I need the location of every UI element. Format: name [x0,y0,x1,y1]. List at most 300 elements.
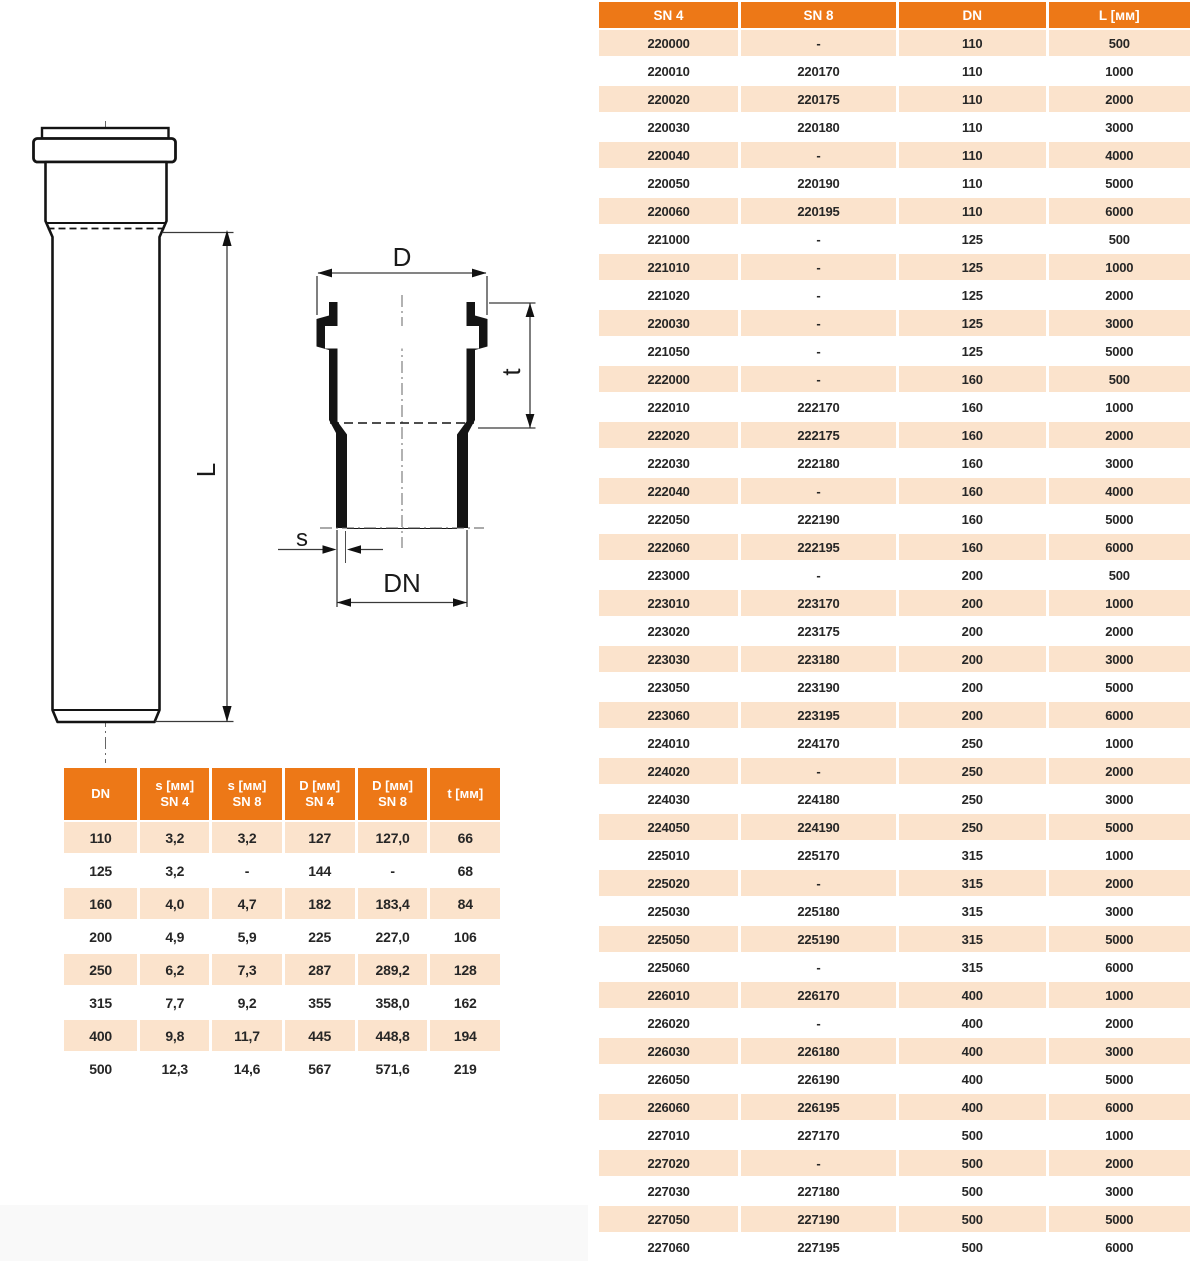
table-cell: 400 [899,982,1046,1008]
table-cell: 160 [961,511,983,527]
table-cell: 68 [457,862,473,879]
dimension-L-label: L [191,462,221,478]
table-cell: 225050 [599,926,738,952]
table-cell: 500 [961,1183,983,1199]
table-cell: 4,9 [165,928,185,945]
table-cell: - [741,478,896,504]
footer-strip [0,1205,588,1261]
table-row [599,926,1190,952]
table-cell: 221050 [647,343,690,359]
table-cell: 250 [64,954,137,985]
table-row [599,534,1190,560]
table-cell: 225020 [599,870,738,896]
table-cell: 222180 [797,455,840,471]
table-cell: 127 [285,822,355,853]
table-cell: 110 [64,822,137,853]
table-row [599,1206,1190,1232]
table-cell: 160 [961,399,983,415]
table-cell: 225030 [647,903,690,919]
table-cell: 227195 [797,1239,840,1255]
table-cell: 315 [961,959,983,975]
table-cell: 220020 [599,86,738,112]
dimension-t-arrow-down [526,414,535,428]
table-cell: - [741,1150,896,1176]
article-length-table [596,0,1193,1261]
table-row [599,982,1190,1008]
dimension-table-header-t: t [мм] [430,768,500,820]
dimension-table-header-d-sn8: D [мм] SN 8 [358,768,428,820]
table-cell: 5000 [1049,926,1190,952]
table-row [64,921,500,952]
table-cell: 144 [308,862,332,879]
table-cell: 223050 [647,679,690,695]
table-cell: 289,2 [358,954,428,985]
table-row [64,954,500,985]
dimension-DN-label: DN [383,568,421,598]
table-cell: 225060 [647,959,690,975]
table-cell: 500 [961,1239,983,1255]
dimension-table-header-dn: DN [64,768,137,820]
table-row [599,86,1190,112]
table-cell: 4,0 [140,888,209,919]
table-cell: 3000 [1105,791,1134,807]
pipe-socket-rim [34,139,176,163]
table-cell: 223195 [741,702,896,728]
table-row [599,870,1190,896]
table-cell: 222050 [647,511,690,527]
table-cell: 2000 [1105,1015,1134,1031]
table-cell: 224020 [599,758,738,784]
table-cell: 226020 [647,1015,690,1031]
table-cell: 160 [899,534,1046,560]
table-cell: 500 [899,1150,1046,1176]
table-cell: 66 [430,822,500,853]
table-cell: 400 [961,1015,983,1031]
table-cell: 358,0 [375,994,410,1011]
table-cell: 3000 [1049,310,1190,336]
table-cell: 355 [308,994,332,1011]
dimension-table-header-row [64,768,500,820]
table-cell: - [816,1015,821,1031]
table-cell: 3000 [1105,903,1134,919]
table-cell: 3000 [1105,119,1134,135]
table-cell: 221000 [647,231,690,247]
table-cell: 225190 [741,926,896,952]
table-cell: 220190 [797,175,840,191]
table-cell: 223020 [647,623,690,639]
table-cell: 500 [1049,30,1190,56]
table-cell: 222040 [599,478,738,504]
table-cell: 219 [453,1060,477,1077]
table-cell: 6000 [1049,534,1190,560]
table-row [599,646,1190,672]
table-cell: 400 [899,1038,1046,1064]
table-cell: 1000 [1049,982,1190,1008]
table-cell: 200 [899,590,1046,616]
table-cell: - [741,30,896,56]
table-cell: 110 [899,142,1046,168]
table-row [599,450,1190,476]
dimension-DN-arrow-left [337,598,351,607]
table-cell: 448,8 [358,1020,428,1051]
table-cell: 1000 [1105,63,1134,79]
dimension-D-arrow-left [318,269,333,278]
table-row [599,786,1190,812]
table-cell: 200 [961,623,983,639]
table-cell: 400 [899,1094,1046,1120]
table-cell: - [741,870,896,896]
table-cell: 226170 [741,982,896,1008]
table-cell: 227010 [647,1127,690,1143]
table-cell: 4000 [1049,142,1190,168]
table-cell: 110 [962,175,983,191]
length-table-header-sn4: SN 4 [599,2,738,28]
table-cell: 400 [64,1020,137,1051]
table-cell: 222175 [741,422,896,448]
table-cell: 200 [961,567,983,583]
table-cell: 9,2 [237,994,257,1011]
table-row [64,822,500,853]
table-cell: 224170 [797,735,840,751]
table-cell: 5000 [1049,1206,1190,1232]
table-cell: 2000 [1105,623,1134,639]
table-cell: 1000 [1105,735,1134,751]
table-row [599,254,1190,280]
table-cell: 227020 [599,1150,738,1176]
table-cell: 125 [89,862,112,879]
table-cell: 6000 [1049,198,1190,224]
table-cell: 223060 [599,702,738,728]
table-cell: 110 [899,86,1046,112]
table-cell: 5000 [1105,1071,1134,1087]
pipe-side-view-drawing [30,115,240,770]
table-cell: 125 [961,287,983,303]
table-row [599,198,1190,224]
table-cell: 222010 [647,399,690,415]
table-cell: 125 [899,310,1046,336]
table-cell: - [816,959,821,975]
dimension-table [61,766,503,1086]
table-row [599,758,1190,784]
table-row [599,226,1190,252]
table-cell: 223190 [797,679,840,695]
table-cell: 9,8 [140,1020,209,1051]
table-row [599,1038,1190,1064]
table-cell: 5000 [1105,511,1134,527]
table-cell: 315 [961,903,983,919]
dimension-table-header-d-sn4: D [мм] SN 4 [285,768,355,820]
table-cell: 571,6 [375,1060,410,1077]
table-cell: 220175 [741,86,896,112]
table-cell: 315 [899,870,1046,896]
dimension-D [317,273,487,315]
table-cell: 162 [453,994,477,1011]
table-cell: 222170 [797,399,840,415]
table-row [599,814,1190,840]
table-cell: 3,2 [212,822,281,853]
table-cell: 110 [962,63,983,79]
table-cell: 3000 [1049,1038,1190,1064]
dimension-table-header-s-sn8: s [мм] SN 8 [212,768,281,820]
table-row [599,422,1190,448]
table-row [599,366,1190,392]
table-cell: 12,3 [161,1060,188,1077]
table-row [599,590,1190,616]
table-row [599,730,1190,756]
table-row [599,506,1190,532]
table-cell: 250 [899,758,1046,784]
table-cell: 160 [961,455,983,471]
table-cell: 227180 [797,1183,840,1199]
table-cell: 3,2 [140,822,209,853]
table-cell: 250 [961,791,983,807]
table-row [599,1234,1190,1260]
table-cell: 224180 [797,791,840,807]
table-row [64,1020,500,1051]
table-cell: 226010 [599,982,738,1008]
table-row [599,58,1190,84]
table-cell: 222195 [741,534,896,560]
dimension-s [278,531,383,563]
dimension-D-arrow-right [472,269,487,278]
table-row [599,170,1190,196]
table-cell: 6000 [1049,702,1190,728]
table-cell: 4000 [1049,478,1190,504]
table-row [599,842,1190,868]
table-cell: 14,6 [233,1060,261,1077]
table-cell: 160 [899,422,1046,448]
table-cell: 226195 [741,1094,896,1120]
table-cell: 220060 [599,198,738,224]
table-row [599,478,1190,504]
table-cell: 200 [89,928,112,945]
table-cell: 226060 [599,1094,738,1120]
table-cell: 125 [899,254,1046,280]
table-cell: 227030 [647,1183,690,1199]
table-cell: 160 [64,888,137,919]
table-cell: 223030 [599,646,738,672]
length-table-header-dn: DN [899,2,1046,28]
table-row [599,1066,1190,1092]
table-cell: - [741,310,896,336]
table-cell: 500 [1108,231,1130,247]
table-cell: 200 [899,702,1046,728]
table-row [599,30,1190,56]
table-row [599,310,1190,336]
dimension-s-label: s [296,525,308,552]
table-cell: 5000 [1105,175,1134,191]
table-cell: 1000 [1105,399,1134,415]
table-cell: 3000 [1105,1183,1134,1199]
table-cell: 227,0 [375,928,410,945]
table-cell: 223170 [741,590,896,616]
table-cell: - [816,231,821,247]
table-cell: 5,9 [237,928,257,945]
table-row [599,338,1190,364]
table-row [599,702,1190,728]
table-cell: 106 [453,928,477,945]
table-cell: 220030 [599,310,738,336]
table-cell: 315 [961,847,983,863]
table-cell: 200 [899,646,1046,672]
dimension-t-label: t [496,368,526,376]
dimension-table-header-s-sn4: s [мм] SN 4 [140,768,209,820]
dimension-s-arrow-right [323,545,337,554]
table-cell: 110 [899,30,1046,56]
table-cell: 6,2 [140,954,209,985]
table-cell: 315 [899,926,1046,952]
table-cell: 125 [961,231,983,247]
table-cell: - [741,758,896,784]
table-cell: 400 [961,1071,983,1087]
table-row [599,1122,1190,1148]
table-row [599,1178,1190,1204]
table-cell: 7,7 [165,994,185,1011]
table-cell: 127,0 [358,822,428,853]
article-length-table-header-row [599,2,1190,28]
table-cell: 220195 [741,198,896,224]
table-cell: 6000 [1105,1239,1134,1255]
table-cell: 250 [899,814,1046,840]
table-cell: - [741,366,896,392]
table-cell: 224050 [599,814,738,840]
table-cell: 224030 [647,791,690,807]
table-row [599,142,1190,168]
dimension-L-arrow-down [222,706,231,722]
table-cell: 128 [430,954,500,985]
table-cell: 160 [899,366,1046,392]
table-cell: 2000 [1049,758,1190,784]
socket-seal-groove [325,326,479,349]
table-cell: 220030 [647,119,690,135]
table-cell: 2000 [1049,86,1190,112]
length-table-header-sn8: SN 8 [741,2,896,28]
pipe-body-outline [46,162,167,722]
table-cell: 445 [285,1020,355,1051]
table-row [599,1010,1190,1036]
table-cell: 183,4 [358,888,428,919]
table-cell: 223010 [599,590,738,616]
table-cell: 220000 [599,30,738,56]
table-cell: - [816,567,821,583]
table-cell: 223175 [797,623,840,639]
dimension-table-body [64,822,500,1084]
table-row [599,898,1190,924]
table-cell: 315 [89,994,112,1011]
dimension-t-arrow-up [526,303,535,317]
table-row [599,1150,1190,1176]
table-cell: 1000 [1105,1127,1134,1143]
table-cell: - [741,254,896,280]
table-cell: 500 [899,1206,1046,1232]
table-cell: 227050 [599,1206,738,1232]
table-cell: 6000 [1049,1094,1190,1120]
table-cell: 221020 [647,287,690,303]
pipe-socket-lip [42,128,169,139]
table-cell: 3,2 [165,862,185,879]
table-cell: 220050 [647,175,690,191]
table-cell: 2000 [1105,287,1134,303]
table-cell: 6000 [1105,959,1134,975]
table-cell: 160 [899,478,1046,504]
dimension-D-label: D [392,245,412,272]
table-cell: 5000 [1049,814,1190,840]
dimension-DN-arrow-right [453,598,467,607]
table-row [64,1053,500,1084]
table-cell: - [741,142,896,168]
table-cell: 225180 [797,903,840,919]
table-row [599,618,1190,644]
table-cell: 220180 [797,119,840,135]
table-cell: 500 [961,1127,983,1143]
table-row [599,674,1190,700]
table-cell: 222030 [647,455,690,471]
table-cell: 226190 [797,1071,840,1087]
table-cell: 224190 [741,814,896,840]
table-cell: 1000 [1049,590,1190,616]
table-cell: 110 [962,119,983,135]
table-cell: 250 [961,735,983,751]
table-cell: 224010 [647,735,690,751]
dimension-s-arrow-left [347,545,361,554]
table-cell: 221010 [599,254,738,280]
table-row [64,987,500,1018]
table-row [599,1094,1190,1120]
table-cell: 11,7 [212,1020,281,1051]
table-row [64,855,500,886]
table-cell: 84 [430,888,500,919]
table-cell: 5000 [1105,343,1134,359]
table-cell: 182 [285,888,355,919]
table-cell: - [816,287,821,303]
table-cell: 225170 [797,847,840,863]
table-cell: 220170 [797,63,840,79]
table-cell: 500 [1049,366,1190,392]
table-cell: 220040 [599,142,738,168]
table-row [64,888,500,919]
table-row [599,114,1190,140]
table-cell: 222000 [599,366,738,392]
table-cell: 200 [961,679,983,695]
table-cell: 222020 [599,422,738,448]
table-cell: 500 [1108,567,1130,583]
article-length-table-body [599,30,1190,1260]
table-cell: - [816,343,821,359]
table-cell: 226050 [647,1071,690,1087]
table-cell: 227060 [647,1239,690,1255]
table-cell: 500 [89,1060,112,1077]
table-cell: 1000 [1049,254,1190,280]
table-cell: 226030 [599,1038,738,1064]
table-cell: 3000 [1049,646,1190,672]
table-cell: 110 [899,198,1046,224]
table-row [599,562,1190,588]
socket-section-drawing [270,245,570,630]
table-cell: 567 [308,1060,332,1077]
table-cell: 222190 [797,511,840,527]
table-cell: 2000 [1049,422,1190,448]
table-row [599,394,1190,420]
table-cell: 227190 [741,1206,896,1232]
table-cell: 223180 [741,646,896,672]
table-cell: 223000 [647,567,690,583]
table-cell: 5000 [1105,679,1134,695]
table-cell: - [244,862,250,879]
table-cell: 227170 [797,1127,840,1143]
table-cell: 7,3 [212,954,281,985]
table-cell: 225010 [647,847,690,863]
table-cell: 287 [285,954,355,985]
